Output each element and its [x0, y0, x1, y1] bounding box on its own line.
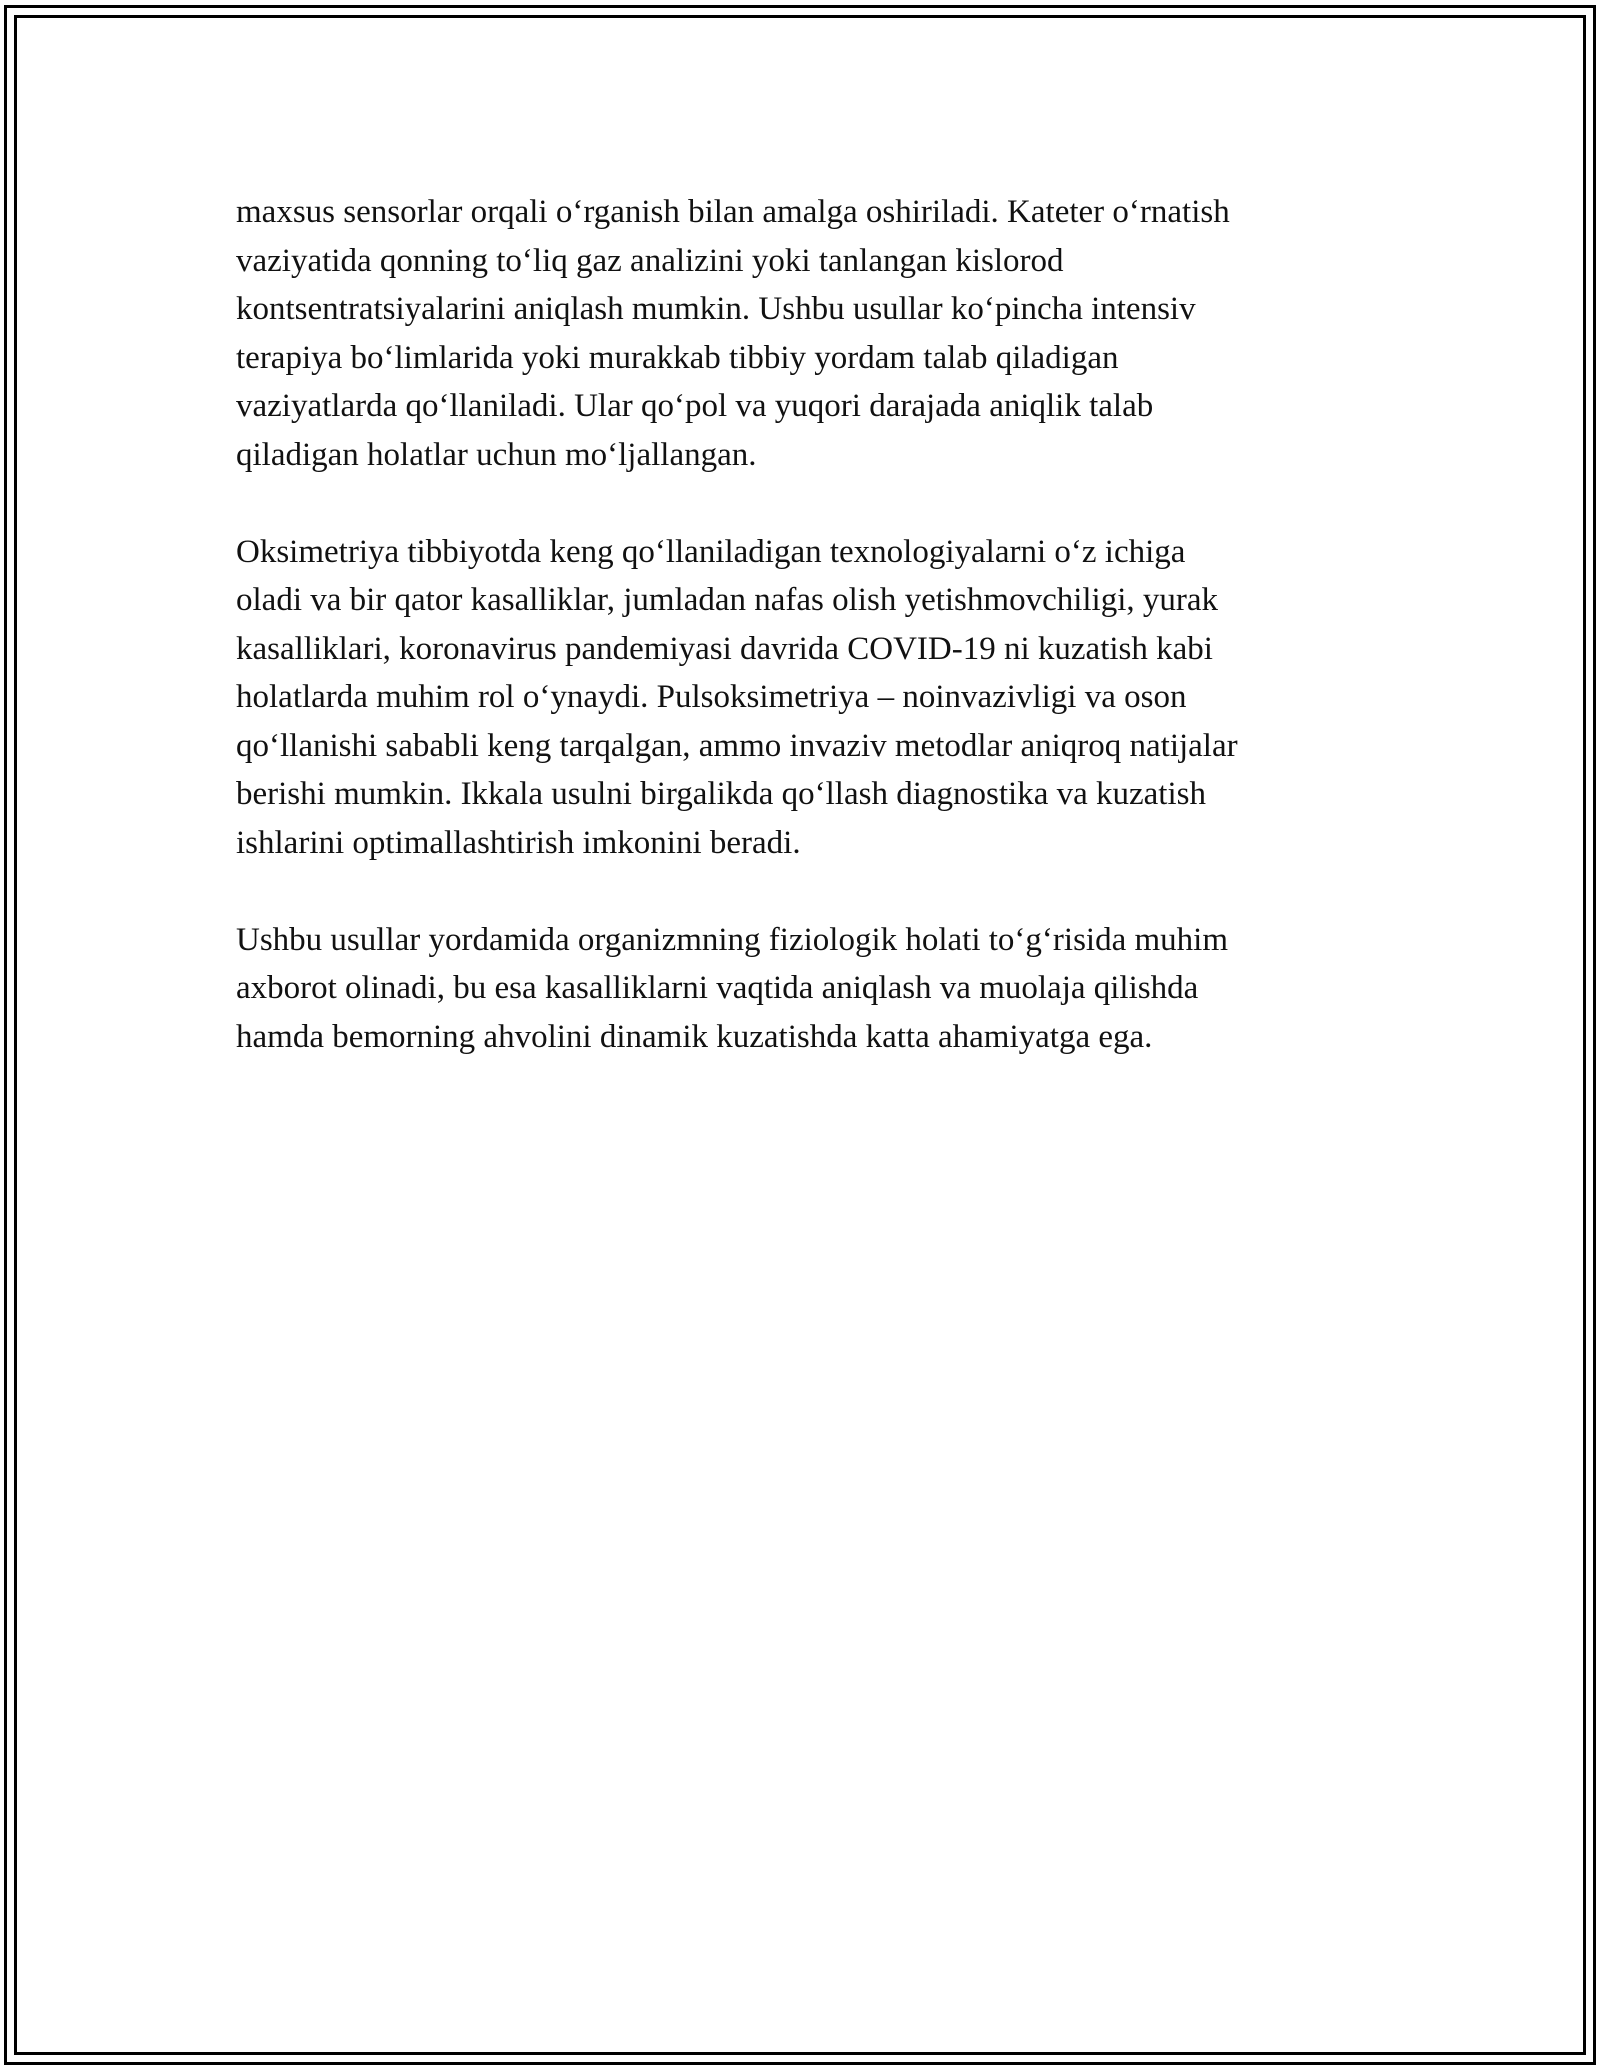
paragraph-1: maxsus sensorlar orqali o‘rganish bilan amalga oshiriladi. Kateter o‘rnatish vaziyatida qonning to‘liq gaz analizini yoki tanlangan kislorod kontsentratsiyalarini aniqlash mumkin. Ushbu usullar ko‘pincha intensiv terapiya bo‘limlarida yoki murakkab tibbiy yordam talab qiladigan vaziyatlarda qo‘llaniladi. Ular qo‘pol va yuqori darajada aniqlik talab qiladigan holatlar uchun mo‘ljallangan. — [236, 194, 1230, 473]
document-body — [236, 188, 1376, 1110]
paragraph-3: Ushbu usullar yordamida organizmning fiziologik holati to‘g‘risida muhim axborot olinadi, bu esa kasalliklarni vaqtida aniqlash va muolaja qilishda hamda bemorning ahvolini dinamik kuzatishda katta ahamiyatga ega. — [236, 921, 1228, 1055]
paragraph-2: Oksimetriya tibbiyotda keng qo‘llaniladigan texnologiyalarni o‘z ichiga oladi va bir qator kasalliklar, jumladan nafas olish yetishmovchiligi, yurak kasalliklari, koronavirus pandemiyasi davrida COVID-19 ni kuzatish kabi holatlarda muhim rol o‘ynaydi. Pulsoksimetriya – noinvazivligi va oson qo‘llanishi sababli keng tarqalgan, ammo invaziv metodlar aniqroq natijalar berishi mumkin. Ikkala usulni birgalikda qo‘llash diagnostika va kuzatish ishlarini optimallashtirish imkonini beradi. — [236, 533, 1238, 861]
